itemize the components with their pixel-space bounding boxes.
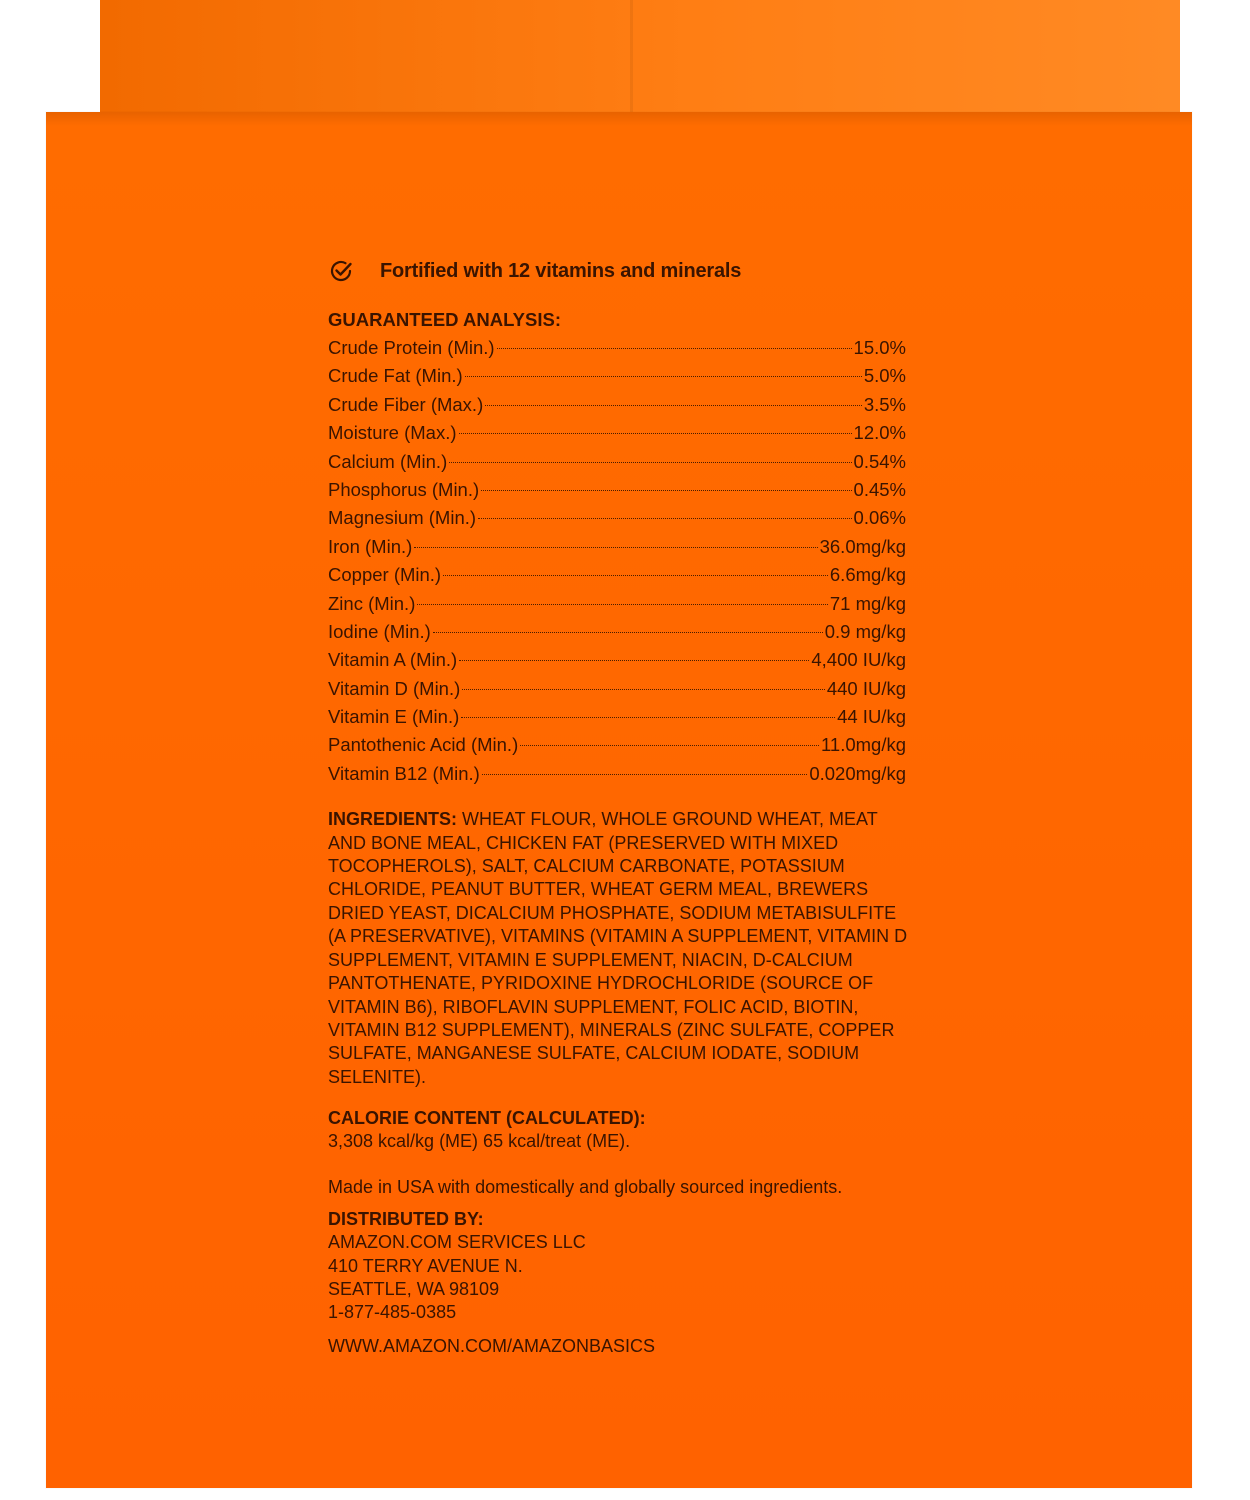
analysis-value: 0.06%	[853, 507, 906, 529]
calorie-text: 3,308 kcal/kg (ME) 65 kcal/treat (ME).	[328, 1131, 631, 1152]
ingredients-block	[328, 808, 908, 1089]
dot-leader	[459, 433, 852, 434]
analysis-value: 0.54%	[853, 450, 906, 472]
fortified-badge	[328, 252, 948, 290]
dot-leader	[459, 660, 809, 661]
check-circle-icon	[328, 258, 354, 284]
box-edge-shadow	[46, 112, 1192, 126]
analysis-nutrient: Magnesium (Min.)	[328, 507, 477, 529]
analysis-nutrient: Moisture (Max.)	[328, 422, 457, 444]
analysis-row	[328, 731, 906, 759]
analysis-nutrient: Crude Protein (Min.)	[328, 337, 495, 358]
analysis-value: 0.020mg/kg	[809, 762, 906, 784]
dot-leader	[443, 575, 828, 576]
analysis-row	[328, 760, 906, 788]
label-content	[328, 252, 948, 1358]
dot-leader	[465, 376, 862, 377]
analysis-value: 6.6mg/kg	[829, 564, 906, 586]
analysis-row	[328, 476, 906, 504]
analysis-row	[328, 448, 906, 476]
dot-leader	[497, 348, 852, 349]
distributor-title: DISTRIBUTED BY:	[328, 1209, 484, 1230]
analysis-nutrient: Copper (Min.)	[328, 564, 442, 586]
analysis-row	[328, 675, 906, 703]
analysis-row	[328, 391, 906, 419]
analysis-nutrient: Zinc (Min.)	[328, 592, 416, 614]
analysis-nutrient: Crude Fat (Min.)	[328, 365, 463, 387]
box-fold-line	[630, 0, 633, 122]
analysis-value: 3.5%	[863, 393, 906, 415]
analysis-value: 71 mg/kg	[829, 592, 906, 614]
analysis-row	[328, 334, 906, 362]
ingredients-label: INGREDIENTS:	[328, 809, 458, 830]
guaranteed-analysis-title: GUARANTEED ANALYSIS:	[328, 309, 561, 330]
analysis-nutrient: Vitamin A (Min.)	[328, 649, 458, 671]
analysis-nutrient: Vitamin D (Min.)	[328, 677, 461, 699]
analysis-nutrient: Pantothenic Acid (Min.)	[328, 734, 519, 756]
distributor-line: AMAZON.COM SERVICES LLC	[328, 1232, 586, 1253]
dot-leader	[449, 462, 851, 463]
analysis-row	[328, 561, 906, 589]
analysis-nutrient: Vitamin E (Min.)	[328, 706, 460, 728]
analysis-row	[328, 590, 906, 618]
dot-leader	[482, 774, 807, 775]
guaranteed-analysis-table	[328, 334, 948, 788]
distributor-line: SEATTLE, WA 98109	[328, 1278, 500, 1299]
analysis-row	[328, 362, 906, 390]
dot-leader	[414, 547, 817, 548]
analysis-nutrient: Iron (Min.)	[328, 535, 413, 557]
box-top-flap	[100, 0, 1180, 122]
analysis-value: 15.0%	[853, 337, 906, 358]
dot-leader	[461, 717, 835, 718]
analysis-value: 36.0mg/kg	[819, 535, 906, 557]
analysis-row	[328, 533, 906, 561]
analysis-nutrient: Calcium (Min.)	[328, 450, 448, 472]
analysis-value: 0.45%	[853, 478, 906, 500]
dot-leader	[520, 745, 819, 746]
analysis-value: 5.0%	[863, 365, 906, 387]
ingredients-text: WHEAT FLOUR, WHOLE GROUND WHEAT, MEAT AND BONE MEAL, CHICKEN FAT (PRESERVED WITH MIXED TOCOPHEROLS), SALT, CALCIUM CARBONATE, POTASSIUM CHLORIDE, PEANUT BUTTER, WHEAT GERM MEAL, BREWERS DRIED YEAST, DICALCIUM PHOSPHATE, SODIUM METABISULFITE (A PRESERVATIVE), VITAMINS (VITAMIN A SUPPLEMENT, VITAMIN D SUPPLEMENT, VITAMIN E SUPPLEMENT, NIACIN, D-CALCIUM PANTOTHENATE, PYRIDOXINE HYDROCHLORIDE (SOURCE OF VITAMIN B6), RIBOFLAVIN SUPPLEMENT, FOLIC ACID, BIOTIN, VITAMIN B12 SUPPLEMENT), MINERALS (ZINC SULFATE, COPPER SULFATE, MANGANESE SULFATE, CALCIUM IODATE, SODIUM SELENITE).	[328, 809, 908, 1087]
analysis-value: 44 IU/kg	[837, 706, 906, 728]
website-text: WWW.AMAZON.COM/AMAZONBASICS	[328, 1335, 655, 1356]
dot-leader	[433, 632, 823, 633]
analysis-nutrient: Iodine (Min.)	[328, 620, 431, 642]
made-in-text: Made in USA with domestically and globally sourced ingredients.	[328, 1177, 843, 1198]
dot-leader	[417, 604, 828, 605]
analysis-row	[328, 703, 906, 731]
analysis-row	[328, 504, 906, 532]
analysis-nutrient: Crude Fiber (Max.)	[328, 393, 484, 415]
fortified-text: Fortified with 12 vitamins and minerals	[380, 259, 742, 282]
analysis-row	[328, 646, 906, 674]
analysis-value: 0.9 mg/kg	[824, 620, 906, 642]
calorie-title: CALORIE CONTENT (CALCULATED):	[328, 1108, 646, 1129]
analysis-value: 440 IU/kg	[826, 677, 906, 699]
dot-leader	[478, 518, 851, 519]
dot-leader	[481, 490, 851, 491]
analysis-row	[328, 618, 906, 646]
distributor-phone: 1-877-485-0385	[328, 1302, 457, 1323]
analysis-value: 11.0mg/kg	[820, 734, 906, 756]
dot-leader	[485, 405, 862, 406]
distributor-line: 410 TERRY AVENUE N.	[328, 1255, 523, 1276]
analysis-row	[328, 419, 906, 447]
analysis-nutrient: Vitamin B12 (Min.)	[328, 762, 480, 784]
dot-leader	[462, 689, 825, 690]
analysis-value: 12.0%	[853, 422, 906, 444]
analysis-value: 4,400 IU/kg	[811, 649, 906, 671]
analysis-nutrient: Phosphorus (Min.)	[328, 478, 480, 500]
